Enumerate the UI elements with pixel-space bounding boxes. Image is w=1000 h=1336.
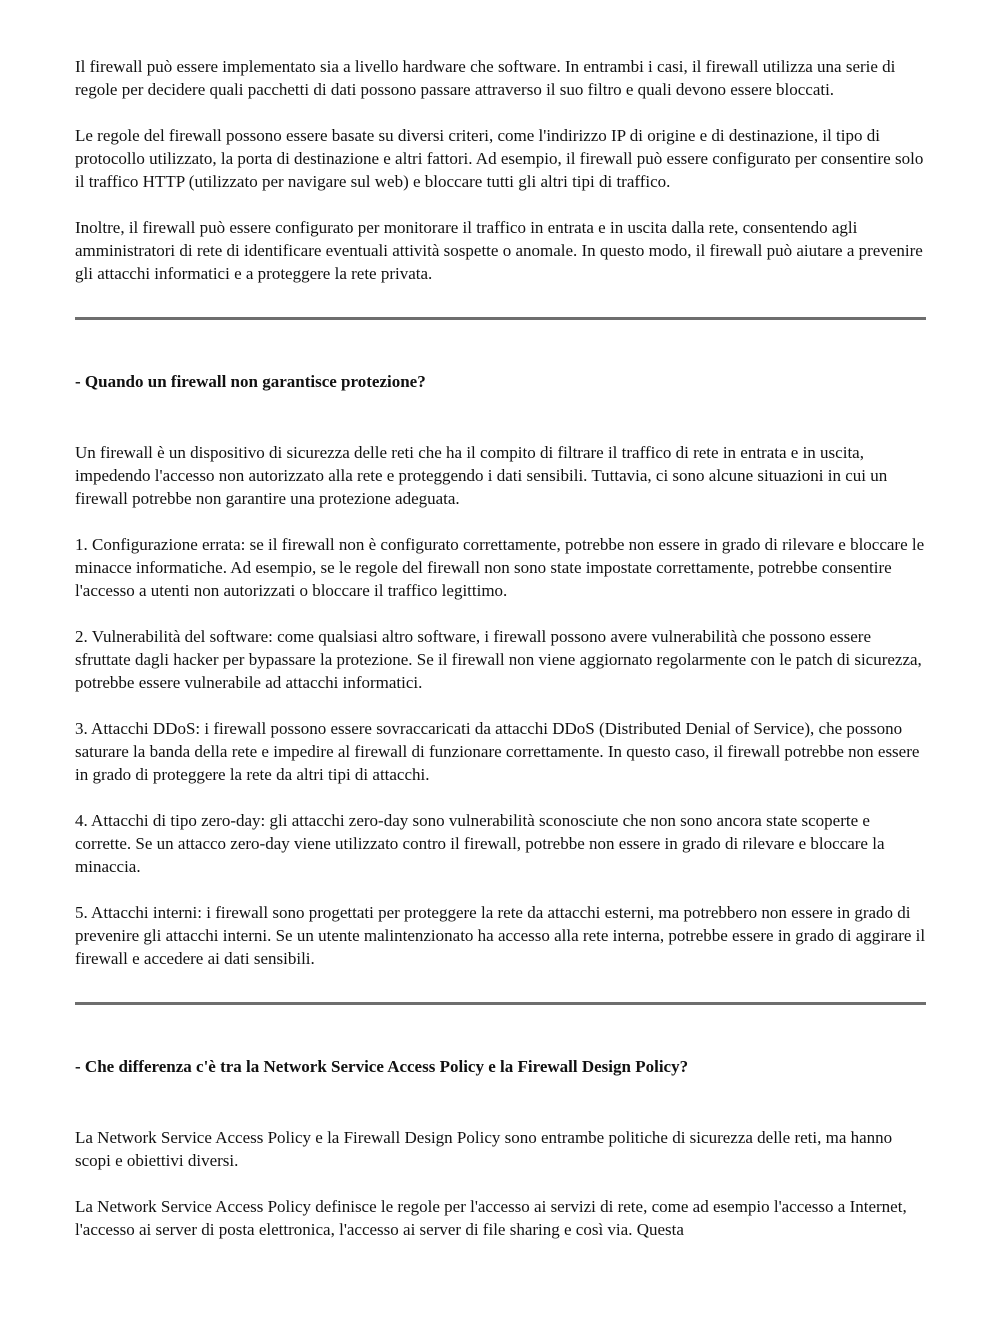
section-heading: - Che differenza c'è tra la Network Service Access Policy e la Firewall Design Policy? [75,1057,689,1076]
paragraph: Inoltre, il firewall può essere configurato per monitorare il traffico in entrata e in uscita dalla rete, consentendo agli amministratori di rete di identificare eventuali attività sospette o anomale. In questo modo, il firewall può aiutare a prevenire gli attacchi informatici e a proteggere la rete privata. [75,218,923,283]
document-page [75,55,927,1241]
paragraph: Le regole del firewall possono essere basate su diversi criteri, come l'indirizzo IP di origine e di destinazione, il tipo di protocollo utilizzato, la porta di destinazione e altri fattori. Ad esempio, il firewall può essere configurato per consentire solo il traffico HTTP (utilizzato per navigare sul web) e bloccare tutti gli altri tipi di traffico. [75,126,924,191]
list-item: 4. Attacchi di tipo zero-day: gli attacchi zero-day sono vulnerabilità sconosciute che non sono ancora state scoperte e corrette. Se un attacco zero-day viene utilizzato contro il firewall, potrebbe non essere in grado di rilevare e bloccare la minaccia. [75,811,885,876]
section-heading: - Quando un firewall non garantisce protezione? [75,372,426,391]
paragraph: La Network Service Access Policy e la Firewall Design Policy sono entrambe politiche di sicurezza delle reti, ma hanno scopi e obiettivi diversi. [75,1128,893,1170]
horizontal-divider [75,1002,926,1005]
horizontal-divider [75,317,926,320]
section-firewall-limits [75,370,927,970]
paragraph: Il firewall può essere implementato sia a livello hardware che software. In entrambi i casi, il firewall utilizza una serie di regole per decidere quali pacchetti di dati possono passare attraverso il suo filtro e quali devono essere bloccati. [75,57,896,99]
list-item: 3. Attacchi DDoS: i firewall possono essere sovraccaricati da attacchi DDoS (Distributed Denial of Service), che possono saturare la banda della rete e impedire al firewall di funzionare correttamente. In questo caso, il firewall potrebbe non essere in grado di proteggere la rete da altri tipi di attacchi. [75,719,920,784]
list-item: 5. Attacchi interni: i firewall sono progettati per proteggere la rete da attacchi esterni, ma potrebbero non essere in grado di prevenire gli attacchi interni. Se un utente malintenzionato ha accesso alla rete interna, potrebbe essere in grado di aggirare il firewall e accedere ai dati sensibili. [75,903,926,968]
list-item: 1. Configurazione errata: se il firewall non è configurato correttamente, potrebbe non essere in grado di rilevare e bloccare le minacce informatiche. Ad esempio, se le regole del firewall non sono state impostate correttamente, potrebbe consentire l'accesso a utenti non autorizzati o bloccare il traffico legittimo. [75,535,925,600]
list-item: 2. Vulnerabilità del software: come qualsiasi altro software, i firewall possono avere vulnerabilità che possono essere sfruttate dagli hacker per bypassare la protezione. Se il firewall non viene aggiornato regolarmente con le patch di sicurezza, potrebbe essere vulnerabile ad attacchi informatici. [75,627,922,692]
paragraph: La Network Service Access Policy definisce le regole per l'accesso ai servizi di rete, come ad esempio l'accesso a Internet, l'accesso ai server di posta elettronica, l'accesso ai server di file sharing e così via. Questa [75,1197,907,1239]
section-firewall-rules [75,55,927,285]
numbered-list [75,533,927,970]
section-policy-difference [75,1055,927,1241]
paragraph: Un firewall è un dispositivo di sicurezza delle reti che ha il compito di filtrare il traffico di rete in entrata e in uscita, impedendo l'accesso non autorizzato alla rete e proteggendo i dati sensibili. Tuttavia, ci sono alcune situazioni in cui un firewall potrebbe non garantire una protezione adeguata. [75,443,888,508]
